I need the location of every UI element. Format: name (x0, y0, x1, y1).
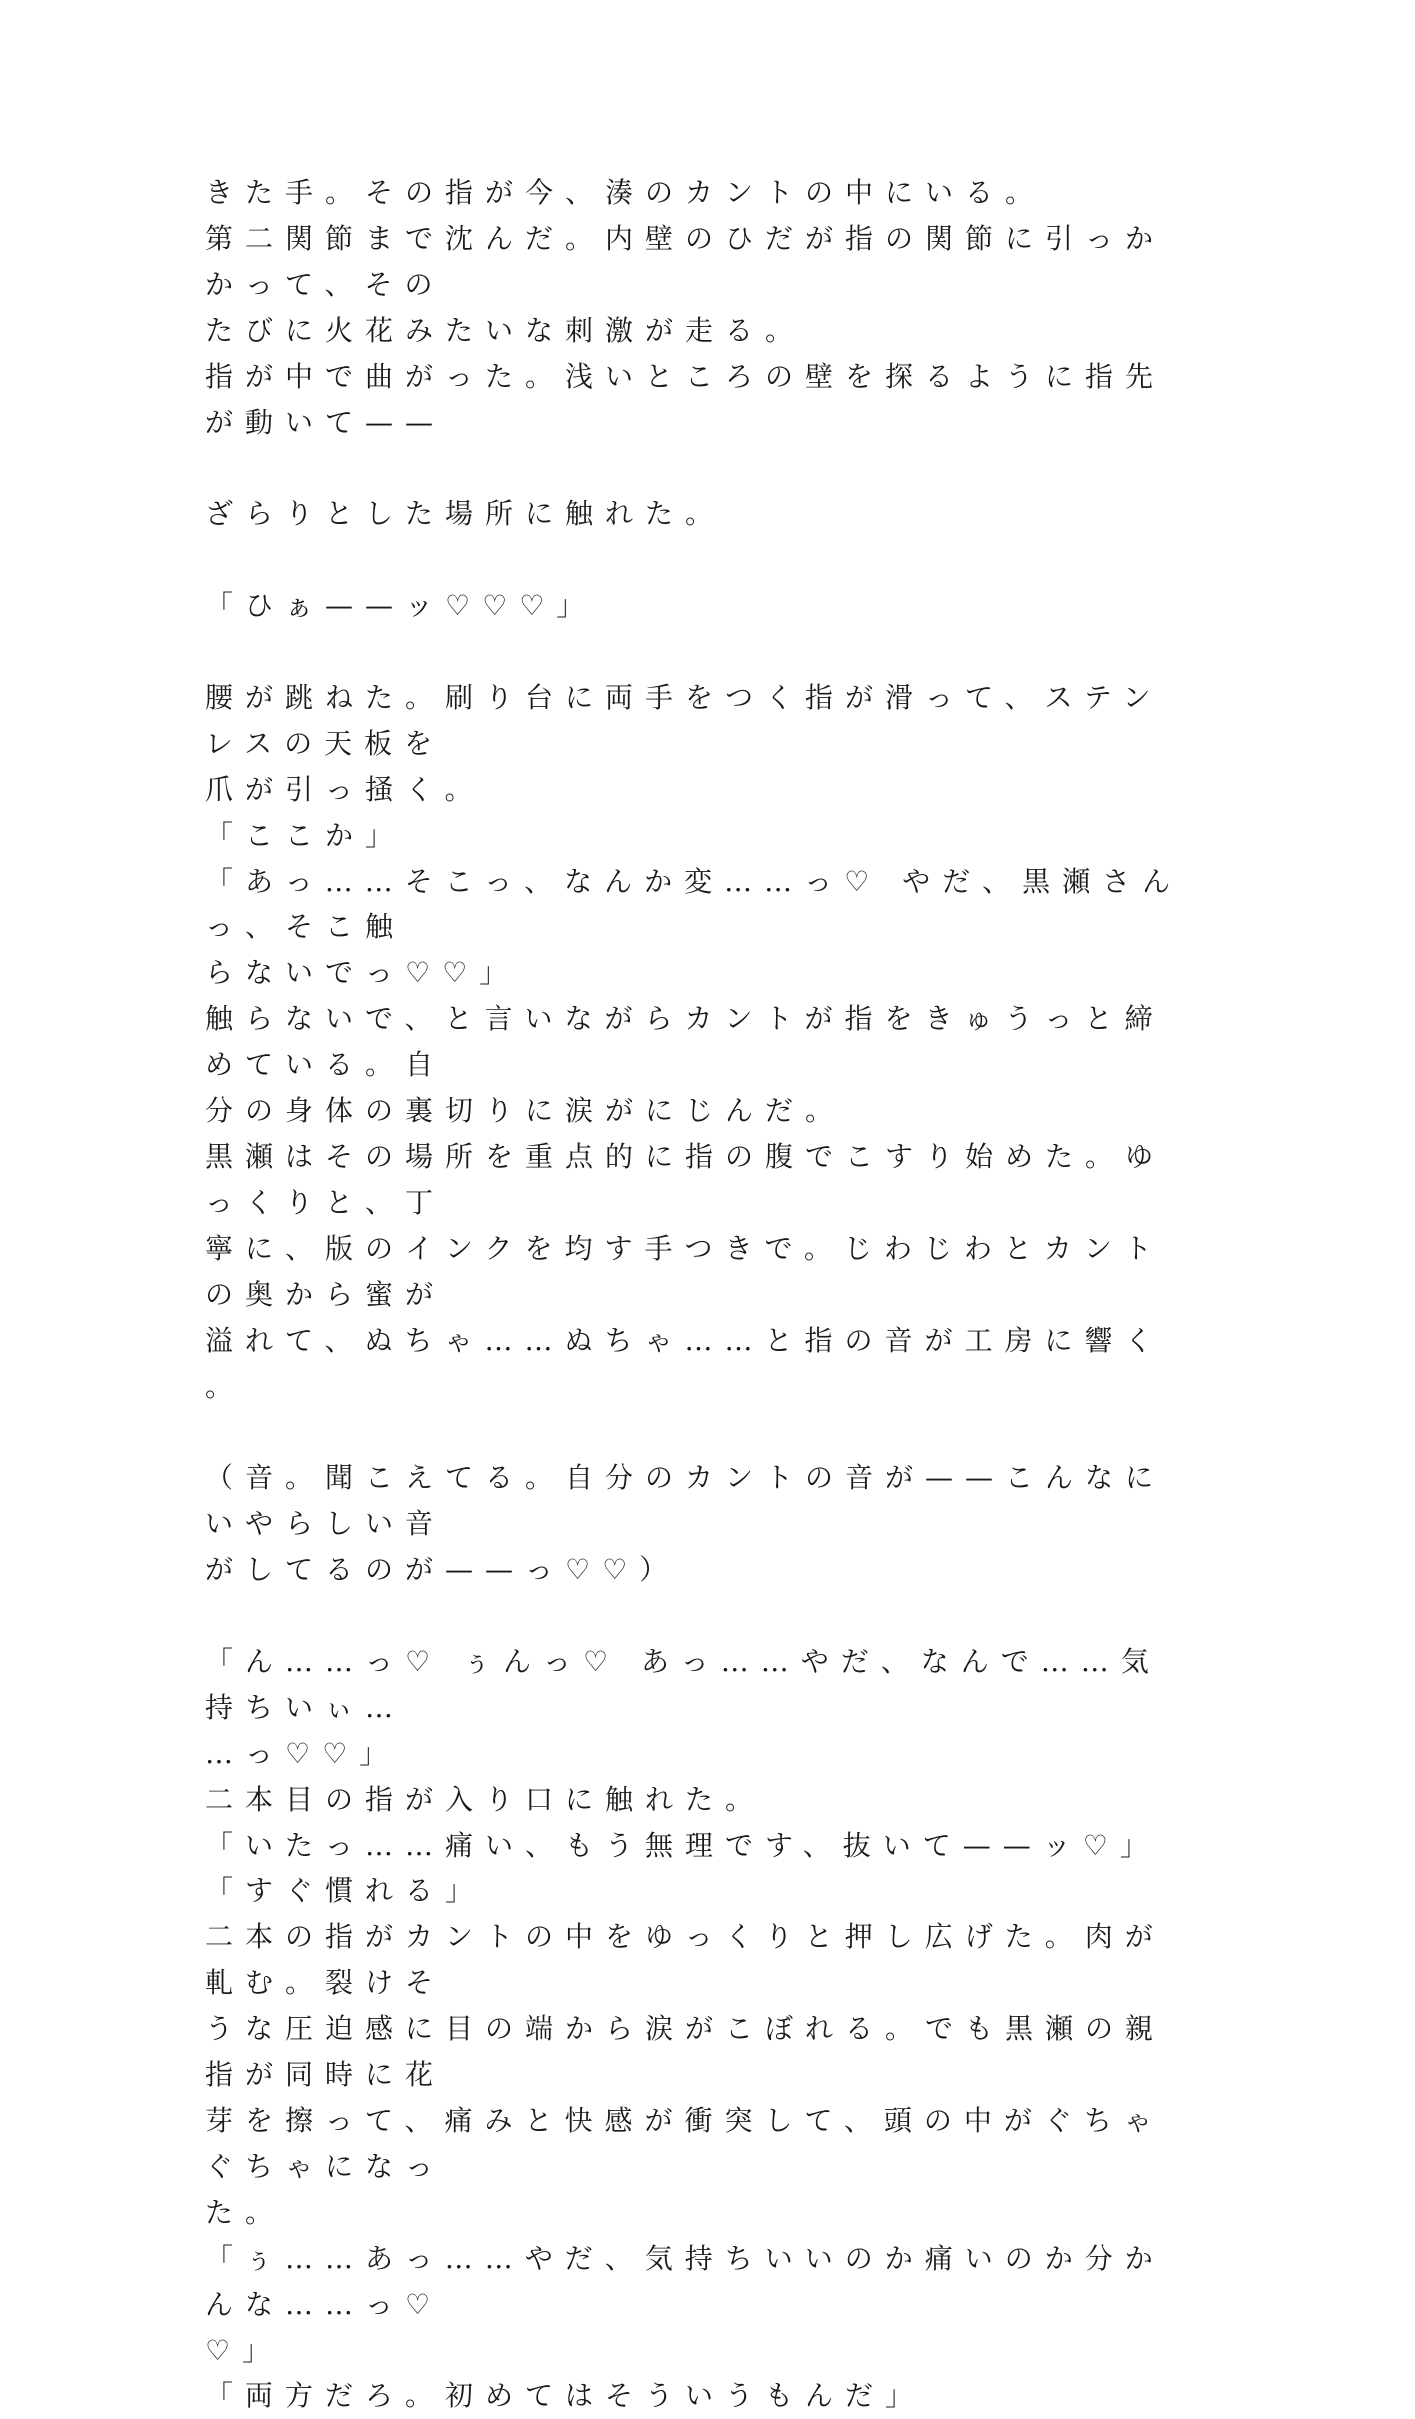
blank-line (205, 1409, 1195, 1455)
text-line: 爪が引っ掻く。 (205, 772, 485, 806)
text-line: 腰が跳ねた。刷り台に両手をつく指が滑って、ステンレスの天板を (205, 680, 1163, 760)
text-line: 「いたっ……痛い、もう無理です、抜いて——ッ♡」 (205, 1828, 1160, 1862)
text-line: 「すぐ慣れる」 (205, 1874, 486, 1908)
text-line: うな圧迫感に目の端から涙がこぼれる。でも黒瀬の親指が同時に花 (205, 2012, 1166, 2092)
body-text (205, 170, 1195, 2419)
text-line: 「両方だろ。初めてはそういうもんだ」 (205, 2379, 926, 2413)
text-line: たびに火花みたいな刺激が走る。 (205, 313, 806, 347)
text-line: 第二関節まで沈んだ。内壁のひだが指の関節に引っかかって、その (205, 221, 1166, 301)
text-line: 「ぅ……あっ……やだ、気持ちいいのか痛いのか分かんな……っ♡ (205, 2241, 1165, 2321)
text-line: 寧に、版のインクを均す手つきで。じわじわとカントの奥から蜜が (205, 1231, 1164, 1311)
text-line: 触らないで、と言いながらカントが指をきゅうっと締めている。自 (205, 1002, 1165, 1082)
text-line: ざらりとした場所に触れた。 (205, 497, 726, 531)
text-line: ♡」 (205, 2333, 283, 2367)
text-line: （音。聞こえてる。自分のカントの音が——こんなにいやらしい音 (205, 1461, 1166, 1541)
text-line: 溢れて、ぬちゃ……ぬちゃ……と指の音が工房に響く。 (205, 1323, 1165, 1403)
text-line: 分の身体の裏切りに涙がにじんだ。 (205, 1094, 846, 1128)
blank-line (205, 445, 1195, 491)
text-line: きた手。その指が今、湊のカントの中にいる。 (205, 176, 1046, 209)
text-line: 「ここか」 (205, 818, 406, 852)
text-line: …っ♡♡」 (205, 1736, 400, 1770)
text-line: 芽を擦って、痛みと快感が衝突して、頭の中がぐちゃぐちゃになっ (205, 2103, 1164, 2183)
text-line: 「ひぁ——ッ♡♡♡」 (205, 589, 597, 623)
text-line: 「あっ……そこっ、なんか変……っ♡ やだ、黒瀬さんっ、そこ触 (205, 864, 1183, 944)
blank-line (205, 537, 1195, 583)
text-line: た。 (205, 2195, 286, 2229)
blank-line (205, 629, 1195, 675)
text-line: がしてるのが——っ♡♡） (205, 1553, 680, 1587)
text-line: 黒瀬はその場所を重点的に指の腹でこすり始めた。ゆっくりと、丁 (205, 1139, 1166, 1219)
text-line: らないでっ♡♡」 (205, 956, 520, 990)
blank-line (205, 1593, 1195, 1639)
text-line: 「ん……っ♡ ぅんっ♡ あっ……やだ、なんで……気持ちいぃ… (205, 1644, 1161, 1724)
text-line: 指が中で曲がった。浅いところの壁を探るように指先が動いて—— (205, 359, 1166, 439)
text-line: 二本目の指が入り口に触れた。 (205, 1782, 766, 1816)
text-line: 二本の指がカントの中をゆっくりと押し広げた。肉が軋む。裂けそ (205, 1920, 1165, 2000)
